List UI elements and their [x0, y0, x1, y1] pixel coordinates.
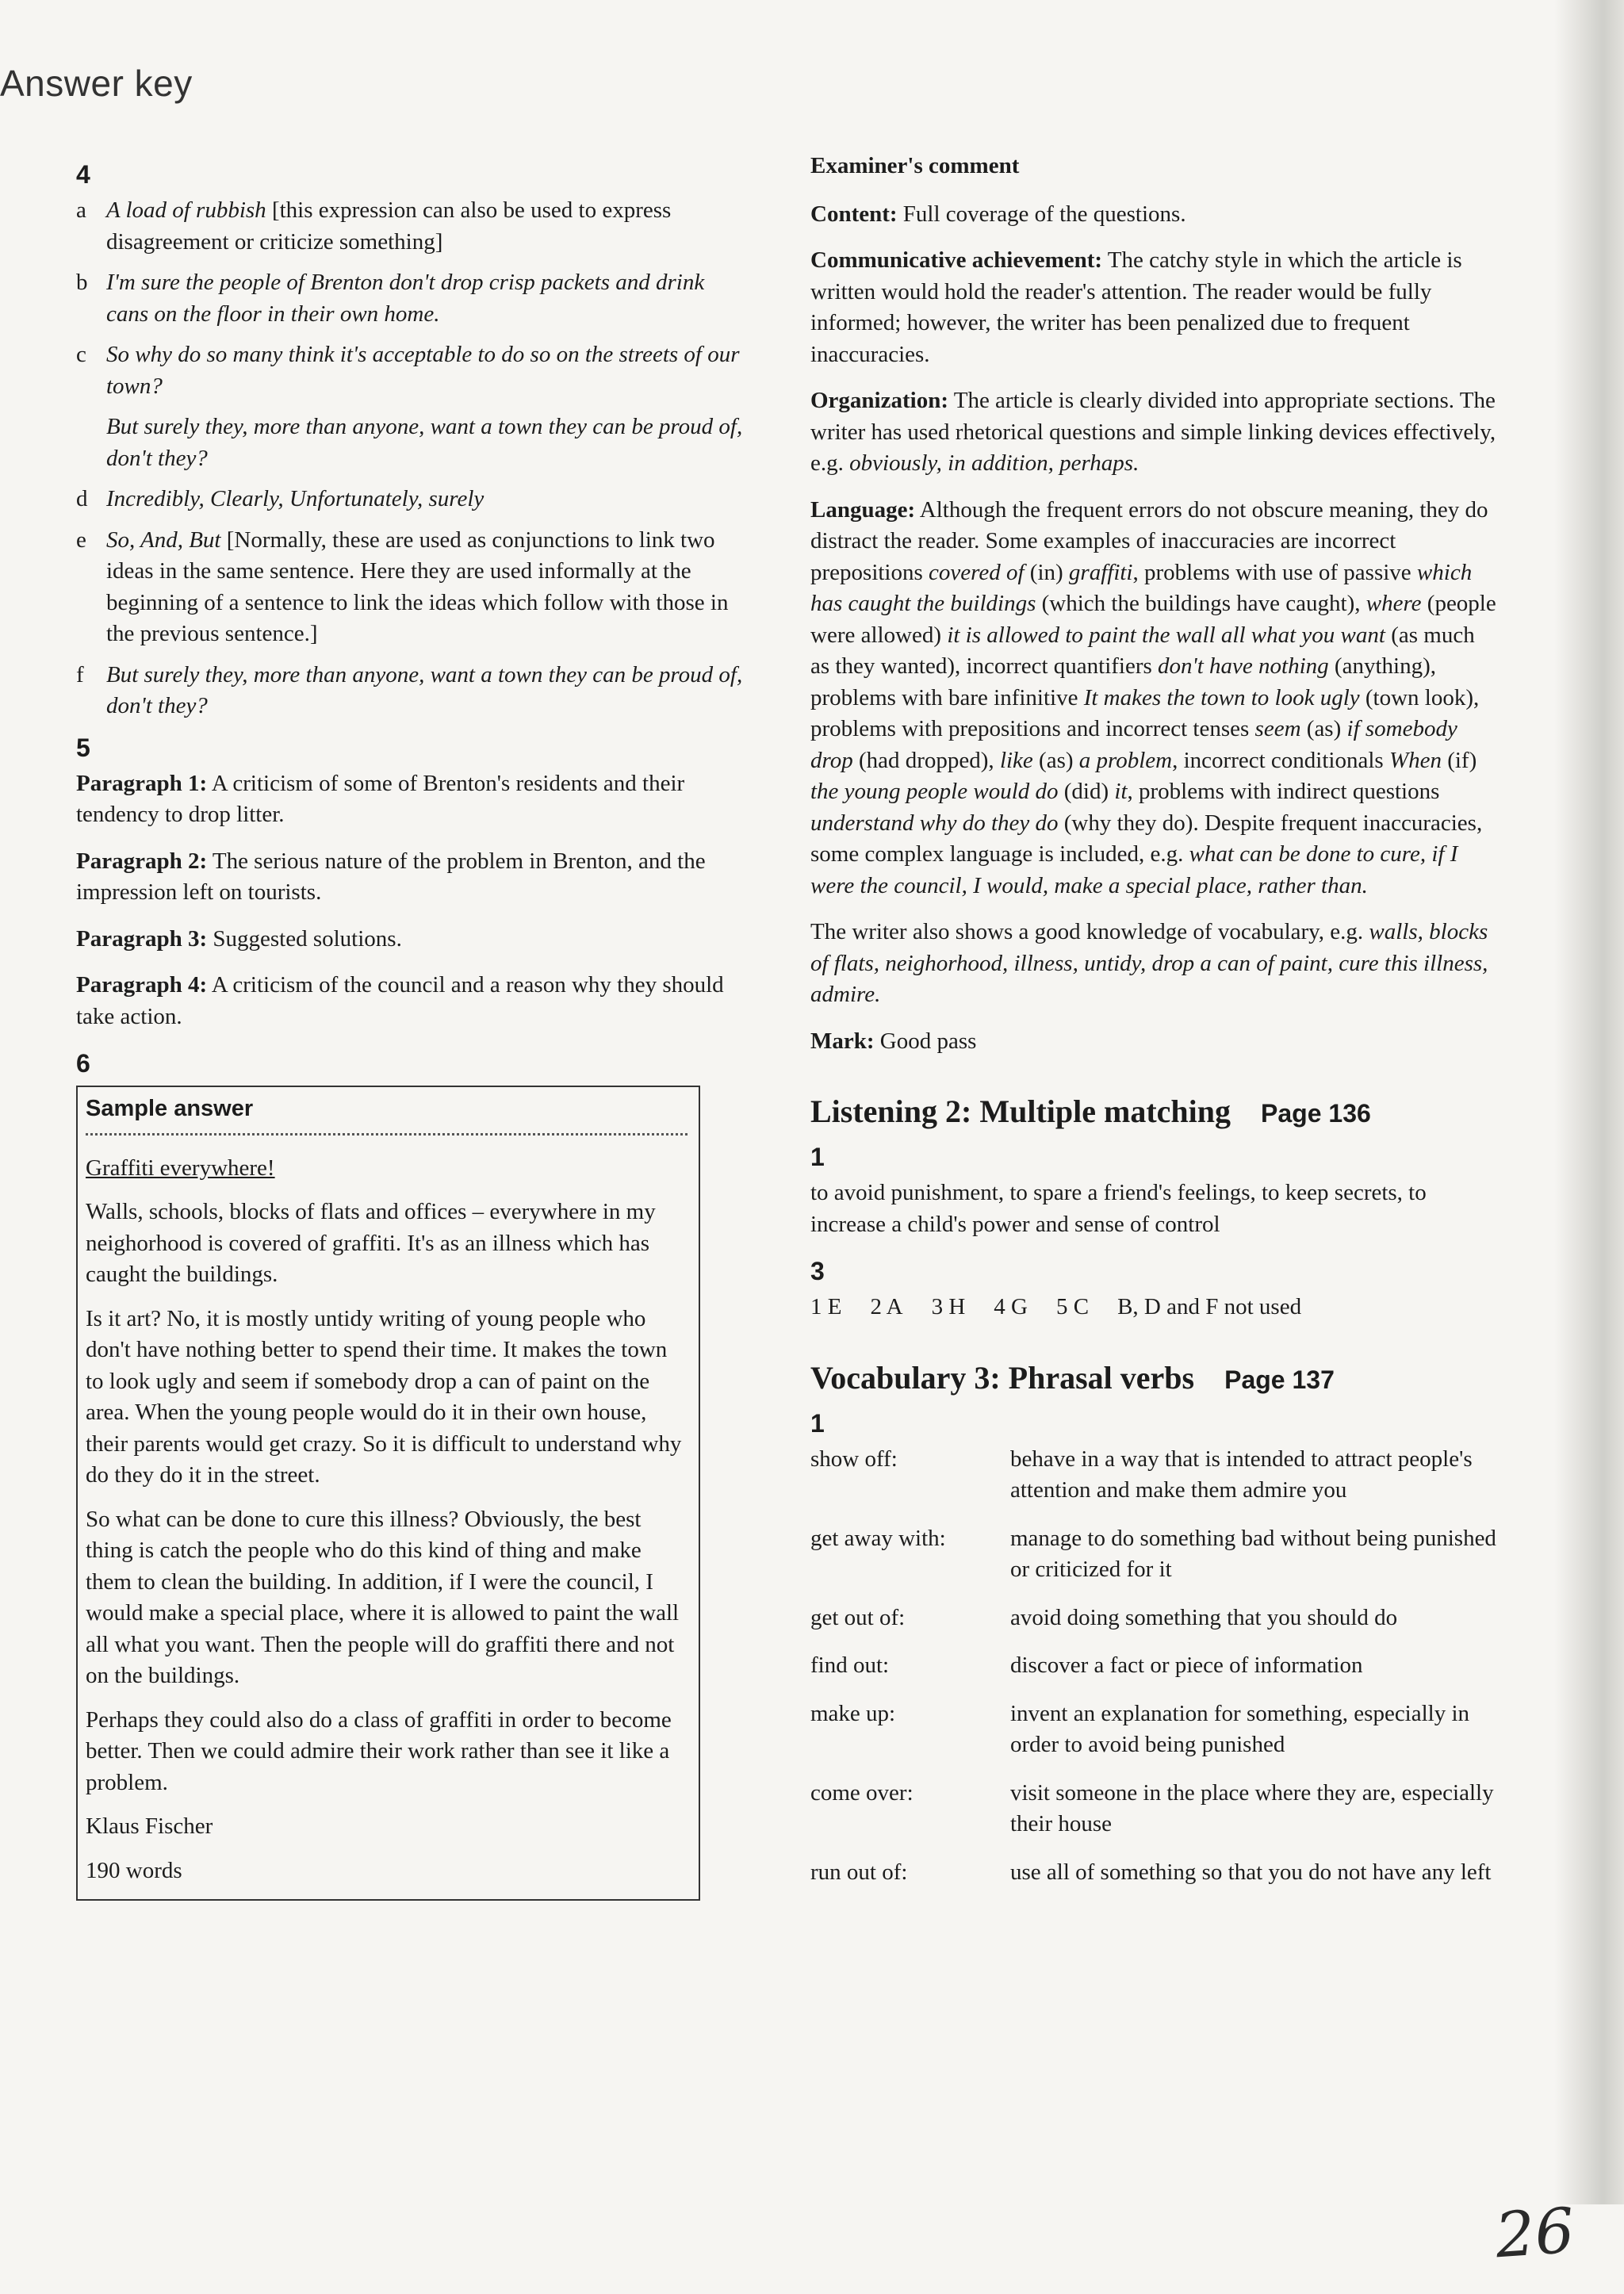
item-text: [106, 267, 752, 330]
text: The article is clearly divided into appropriate sections. The writer has used rhetorical questions and simple linking devices effectively, e.g.: [810, 388, 1496, 476]
text: (had dropped),: [852, 747, 1000, 773]
italic-example: a problem: [1078, 747, 1173, 773]
sample-paragraph: So what can be done to cure this illness? Obviously, the best thing is catch the people who do this kind of thing and make them to clean the building. In addition, if I were the council, I would make a special place, where it is allowed to paint the wall all what you want. Then the people will do graffiti there and not on the buildings.: [86, 1506, 680, 1688]
italic-example: covered of: [929, 559, 1025, 585]
item-label: a: [76, 197, 86, 223]
definition: behave in a way that is intended to attract people's attention and make them admire you: [1010, 1446, 1473, 1503]
italic-example: When: [1388, 747, 1442, 773]
page-reference: Page 137: [1224, 1365, 1335, 1394]
phrasal-verbs-table: [810, 1444, 1499, 1905]
item-label: f: [76, 661, 84, 687]
italic-example: It makes the town to look ugly: [1083, 684, 1360, 710]
italic-example: the young people would do: [810, 779, 1059, 804]
paragraph-text: A criticism of the council and a reason why they should take action.: [76, 972, 724, 1029]
sample-word-count: 190 words: [86, 1857, 182, 1883]
text: Good pass: [874, 1028, 977, 1054]
text: The catchy style in which the article is written would hold the reader's attention. The reader would be fully informed; however, the writer has been penalized due to frequent inaccuracies.: [810, 247, 1462, 367]
answer-item-a: [76, 195, 752, 258]
table-row: [810, 1523, 1499, 1603]
sample-answer-title: Sample answer: [86, 1087, 688, 1136]
text: , problems with indirect questions: [1127, 779, 1440, 804]
definition: use all of something so that you do not have any left: [1010, 1859, 1492, 1885]
italic-example: seem: [1254, 716, 1301, 741]
definition: manage to do something bad without being punished or criticized for it: [1010, 1525, 1496, 1582]
item-italic: A load of rubbish: [106, 197, 266, 223]
text: Although the frequent errors do not obscure meaning, they do distract the reader. Some examples of inaccuracies are incorrect prepositions: [810, 496, 1488, 585]
italic-example: it: [1114, 779, 1128, 804]
definition: discover a fact or piece of information: [1010, 1653, 1363, 1678]
item-italic: But surely they, more than anyone, want a town they can be proud of, don't they?: [106, 414, 743, 471]
text: , incorrect conditionals: [1172, 747, 1389, 773]
answer-note: B, D and F not used: [1117, 1294, 1302, 1319]
text: (people were allowed): [810, 591, 1496, 648]
item-label: d: [76, 486, 88, 511]
text: (as much as they wanted), incorrect quantifiers: [810, 622, 1475, 679]
answer: 1 E: [810, 1294, 842, 1319]
left-column: [76, 151, 752, 1901]
item-plain: [this expression can also be used to express disagreement or criticize something]: [106, 197, 672, 255]
italic-example: if somebody drop: [810, 716, 1457, 773]
title-text: Listening 2: Multiple matching: [810, 1093, 1231, 1129]
sample-answer-box: [76, 1086, 700, 1901]
examiner-organization: [810, 385, 1499, 480]
table-row: [810, 1444, 1499, 1523]
italic-example: where: [1365, 591, 1422, 616]
text: (town look), problems with prepositions and incorrect tenses: [810, 684, 1480, 741]
item-label: c: [76, 342, 86, 367]
table-row: [810, 1778, 1499, 1857]
section-number-4: 4: [76, 160, 90, 189]
examiner-vocabulary: [810, 917, 1499, 1011]
definition: visit someone in the place where they are, especially their house: [1010, 1779, 1494, 1836]
table-row: [810, 1857, 1499, 1905]
sample-paragraph: Perhaps they could also do a class of graffiti in order to become better. Then we could admire their work rather than see it like a problem.: [86, 1706, 672, 1795]
phrasal-verb: make up:: [810, 1700, 896, 1726]
item-italic: Incredibly, Clearly, Unfortunately, surely: [106, 486, 485, 511]
text: The writer also shows a good knowledge of vocabulary, e.g.: [810, 919, 1369, 944]
label: Content:: [810, 201, 898, 227]
paragraph-summary-4: [76, 970, 752, 1032]
paragraph-label: Paragraph 1:: [76, 770, 208, 796]
listening-answer-1: to avoid punishment, to spare a friend's feelings, to keep secrets, to increase a child's power and sense of control: [810, 1180, 1427, 1237]
paragraph-summary-3: [76, 924, 752, 956]
item-italic: So, And, But: [106, 527, 221, 553]
text: (in): [1024, 559, 1069, 585]
item-text: [106, 525, 752, 650]
table-row: [810, 1650, 1499, 1698]
definition: avoid doing something that you should do: [1010, 1604, 1398, 1630]
table-row: [810, 1698, 1499, 1778]
paragraph-text: A criticism of some of Brenton's residents and their tendency to drop litter.: [76, 770, 685, 827]
paragraph-text: Suggested solutions.: [207, 925, 402, 952]
paragraph-label: Paragraph 3:: [76, 925, 208, 952]
text: (as): [1300, 716, 1347, 741]
text: (anything), problems with bare infinitive: [810, 653, 1436, 710]
text: (why they do). Despite frequent inaccuracies, some complex language is included, e.g.: [810, 810, 1483, 867]
answer: 2 A: [870, 1294, 903, 1319]
answer-item-c: [76, 339, 752, 474]
vocabulary-section-title: [810, 1358, 1499, 1400]
examiner-content: [810, 199, 1499, 231]
item-text: [106, 195, 752, 258]
paragraph-label: Paragraph 2:: [76, 848, 208, 874]
section-number-6: 6: [76, 1049, 90, 1078]
answer-item-d: [76, 484, 752, 515]
italic-example: graffiti: [1068, 559, 1133, 585]
text: Full coverage of the questions.: [897, 201, 1186, 227]
italic-example: understand why do they do: [810, 810, 1059, 836]
item-italic: But surely they, more than anyone, want a town they can be proud of, don't they?: [106, 661, 743, 718]
label: Communicative achievement:: [810, 247, 1103, 273]
phrasal-verb: run out of:: [810, 1859, 908, 1885]
item-text: [106, 660, 752, 722]
paragraph-label: Paragraph 4:: [76, 972, 208, 998]
answer: 5 C: [1055, 1294, 1090, 1319]
label: Organization:: [810, 388, 948, 413]
examiner-comment-title: [810, 151, 1499, 182]
text: (if): [1441, 747, 1477, 773]
text: (as): [1032, 747, 1079, 773]
answer: 3 H: [931, 1294, 966, 1319]
answer: 4 G: [994, 1294, 1028, 1319]
item-label: b: [76, 270, 88, 295]
text: (did): [1058, 779, 1115, 804]
italic-example: what can be done to cure, if I were the council, I would, make a special place, rather than.: [810, 841, 1458, 898]
item-label: e: [76, 527, 86, 553]
sample-paragraph: Is it art? No, it is mostly untidy writing of young people who don't have nothing better to spend their time. It makes the town to look ugly and seem if somebody drop a can of paint on the area. When the young people would do it in their own house, their parents would get crazy. So it is difficult to understand why do they do it in the street.: [86, 1305, 682, 1488]
listening-answers: [810, 1292, 1499, 1323]
italic-example: don't have nothing: [1158, 653, 1329, 679]
phrasal-verb: get away with:: [810, 1525, 946, 1551]
label: Language:: [810, 496, 916, 523]
paragraph-text: The serious nature of the problem in Brenton, and the impression left on tourists.: [76, 848, 706, 905]
examiner-mark: [810, 1026, 1499, 1058]
listening-question-3: 3: [810, 1257, 825, 1285]
answer-item-e: [76, 525, 752, 650]
answer-item-b: [76, 267, 752, 330]
sample-paragraph: Walls, schools, blocks of flats and offices – everywhere in my neighorhood is covered of graffiti. It's as an illness which has caught the buildings.: [86, 1199, 656, 1287]
table-row: [810, 1603, 1499, 1651]
right-column: [810, 151, 1499, 1905]
italic-example: it is allowed to paint the wall all what you want: [947, 622, 1385, 648]
phrasal-verb: find out:: [810, 1653, 890, 1678]
section-number-5: 5: [76, 733, 90, 762]
italic-example: like: [999, 747, 1033, 773]
item-text: [106, 339, 752, 474]
phrasal-verb: get out of:: [810, 1604, 906, 1630]
item-text: [106, 484, 752, 515]
page-edge-shadow: [1554, 0, 1624, 2204]
sample-answer-heading: Graffiti everywhere!: [86, 1155, 275, 1181]
definition: invent an explanation for something, especially in order to avoid being punished: [1010, 1700, 1470, 1757]
phrasal-verb: show off:: [810, 1446, 898, 1472]
listening-section-title: [810, 1092, 1499, 1133]
paragraph-summary-2: [76, 846, 752, 909]
examiner-language: [810, 495, 1499, 902]
sample-author: Klaus Fischer: [86, 1813, 213, 1839]
paragraph-summary-1: [76, 768, 752, 831]
italic-example: which has caught the buildings: [810, 559, 1473, 616]
text: , problems with use of passive: [1132, 559, 1417, 585]
italic-examples: obviously, in addition, perhaps.: [849, 450, 1139, 476]
answer-item-f: [76, 660, 752, 722]
handwritten-page-number: 26: [1492, 2195, 1577, 2273]
label: Mark:: [810, 1028, 875, 1054]
examiner-communicative: [810, 245, 1499, 370]
title-text: Vocabulary 3: Phrasal verbs: [810, 1359, 1195, 1396]
examiner-title-text: Examiner's comment: [810, 153, 1020, 178]
item-italic: So why do so many think it's acceptable to do so on the streets of our town?: [106, 342, 740, 399]
page-header-title: Answer key: [0, 63, 193, 104]
item-italic: I'm sure the people of Brenton don't drop crisp packets and drink cans on the floor in their own home.: [106, 270, 705, 327]
page-reference: Page 136: [1261, 1099, 1371, 1128]
vocabulary-question-1: 1: [810, 1408, 825, 1438]
italic-examples: walls, blocks of flats, neighorhood, illness, untidy, drop a can of paint, cure this illness, admire.: [810, 919, 1488, 1007]
phrasal-verb: come over:: [810, 1779, 914, 1806]
listening-question-1: 1: [810, 1143, 825, 1171]
text: (which the buildings have caught),: [1036, 591, 1366, 616]
item-plain: [Normally, these are used as conjunctions to link two ideas in the same sentence. Here they are used informally at the beginning of a sentence to link the ideas which follow with those in the previous sentence.]: [106, 527, 729, 646]
